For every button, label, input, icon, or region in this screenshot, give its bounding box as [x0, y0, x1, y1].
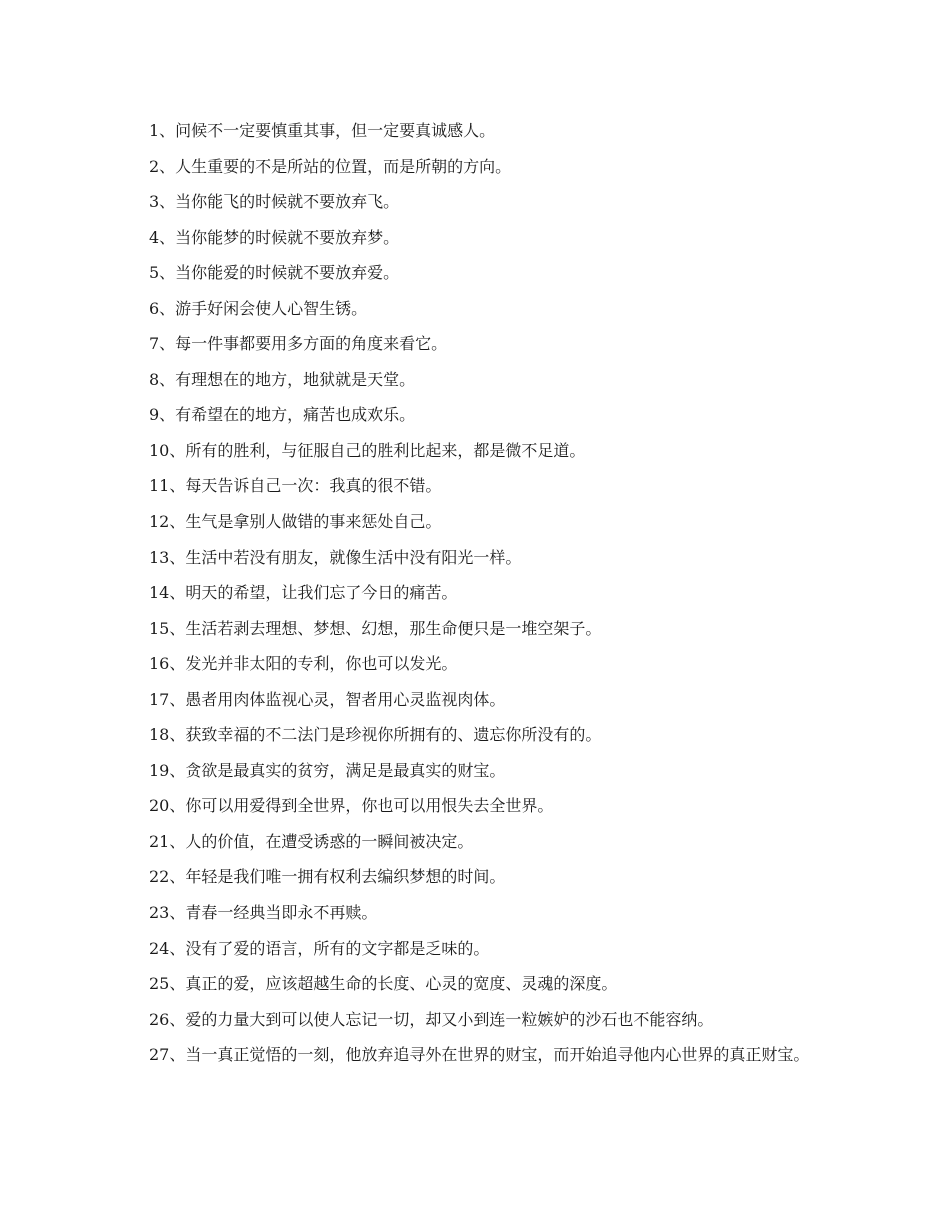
quote-line-16: 16、发光并非太阳的专利，你也可以发光。: [149, 654, 458, 674]
quote-line-21: 21、人的价值，在遭受诱惑的一瞬间被决定。: [149, 831, 474, 851]
quote-line-14: 14、明天的希望，让我们忘了今日的痛苦。: [149, 583, 458, 603]
quote-line-18: 18、获致幸福的不二法门是珍视你所拥有的、遗忘你所没有的。: [149, 725, 602, 745]
quote-line-17: 17、愚者用肉体监视心灵，智者用心灵监视肉体。: [149, 689, 506, 709]
quote-line-23: 23、青春一经典当即永不再赎。: [149, 903, 378, 923]
quote-line-27: 27、当一真正觉悟的一刻，他放弃追寻外在世界的财宝，而开始追寻他内心世界的真正财宝。: [149, 1045, 810, 1065]
quote-line-10: 10、所有的胜利，与征服自己的胜利比起来，都是微不足道。: [149, 440, 586, 460]
quote-line-15: 15、生活若剥去理想、梦想、幻想，那生命便只是一堆空架子。: [149, 618, 602, 638]
quote-line-22: 22、年轻是我们唯一拥有权利去编织梦想的时间。: [149, 867, 506, 887]
quote-line-4: 4、当你能梦的时候就不要放弃梦。: [149, 227, 400, 247]
quote-line-24: 24、没有了爱的语言，所有的文字都是乏味的。: [149, 938, 490, 958]
quote-line-8: 8、有理想在的地方，地狱就是天堂。: [149, 369, 416, 389]
quote-line-7: 7、每一件事都要用多方面的角度来看它。: [149, 334, 448, 354]
document-body: [113, 120, 825, 1080]
quote-line-5: 5、当你能爱的时候就不要放弃爱。: [149, 263, 400, 283]
quote-line-1: 1、问候不一定要慎重其事，但一定要真诚感人。: [149, 121, 496, 140]
quote-line-2: 2、人生重要的不是所站的位置，而是所朝的方向。: [149, 156, 512, 176]
quote-line-19: 19、贪欲是最真实的贫穷，满足是最真实的财宝。: [149, 760, 506, 780]
quote-line-26: 26、爱的力量大到可以使人忘记一切，却又小到连一粒嫉妒的沙石也不能容纳。: [149, 1009, 714, 1029]
quote-line-11: 11、每天告诉自己一次：我真的很不错。: [149, 476, 442, 496]
quote-line-3: 3、当你能飞的时候就不要放弃飞。: [149, 192, 400, 212]
quote-line-13: 13、生活中若没有朋友，就像生活中没有阳光一样。: [149, 547, 522, 567]
quote-line-6: 6、游手好闲会使人心智生锈。: [149, 298, 368, 318]
quote-line-9: 9、有希望在的地方，痛苦也成欢乐。: [149, 405, 416, 425]
quote-line-25: 25、真正的爱，应该超越生命的长度、心灵的宽度、灵魂的深度。: [149, 974, 618, 994]
quote-line-12: 12、生气是拿别人做错的事来惩处自己。: [149, 512, 442, 532]
quote-line-20: 20、你可以用爱得到全世界，你也可以用恨失去全世界。: [149, 796, 554, 816]
